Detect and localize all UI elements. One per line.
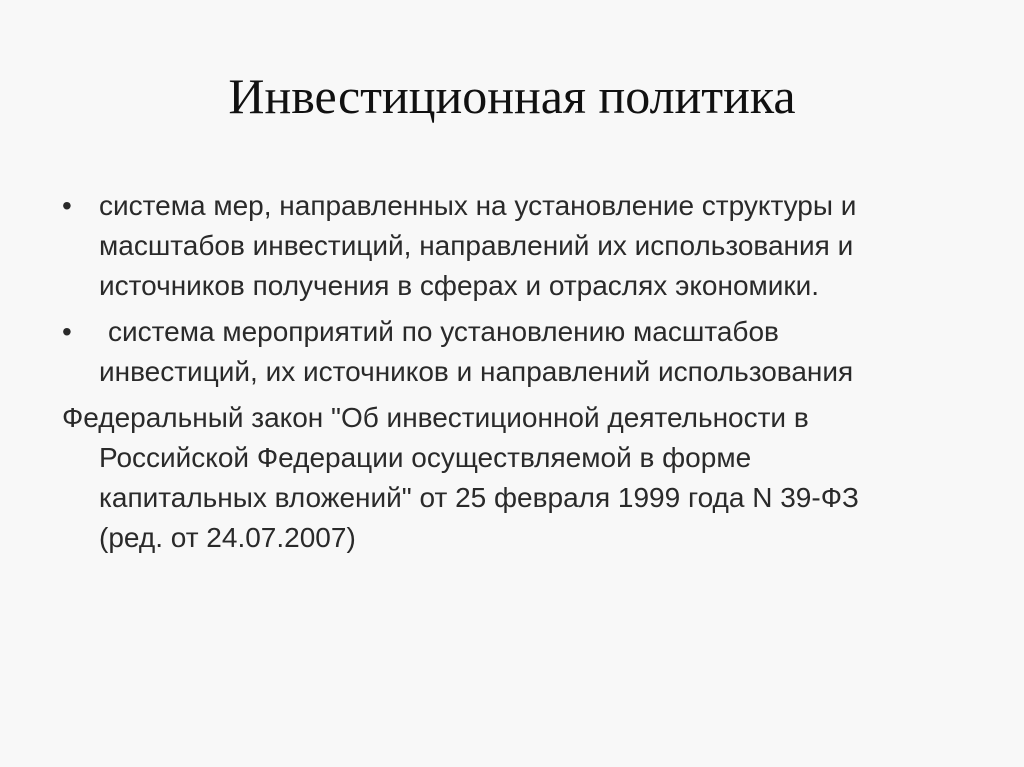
law-line: (ред. от 24.07.2007) — [99, 522, 356, 553]
bullet-line: система мероприятий по установлению масштабов — [108, 316, 779, 347]
slide-content — [62, 186, 962, 558]
bullet-text — [99, 186, 962, 306]
bullet-line: масштабов инвестиций, направлений их использования и — [99, 230, 854, 261]
bullet-dot: • — [62, 190, 72, 221]
bullet-item — [62, 312, 962, 392]
law-line: капитальных вложений" от 25 февраля 1999 года N 39-ФЗ — [99, 482, 859, 513]
law-line: Федеральный закон "Об инвестиционной деятельности в — [62, 402, 809, 433]
bullet-line: система мер, направленных на установление структуры и — [99, 190, 857, 221]
law-reference — [62, 398, 962, 558]
bullet-dot: • — [62, 316, 72, 347]
bullet-text — [99, 312, 962, 392]
law-line: Российской Федерации осуществляемой в форме — [99, 442, 752, 473]
slide-title: Инвестиционная политика — [228, 68, 796, 124]
bullet-item — [62, 186, 962, 306]
bullet-line: источников получения в сферах и отраслях экономики. — [99, 270, 820, 301]
bullet-line: инвестиций, их источников и направлений использования — [99, 356, 854, 387]
